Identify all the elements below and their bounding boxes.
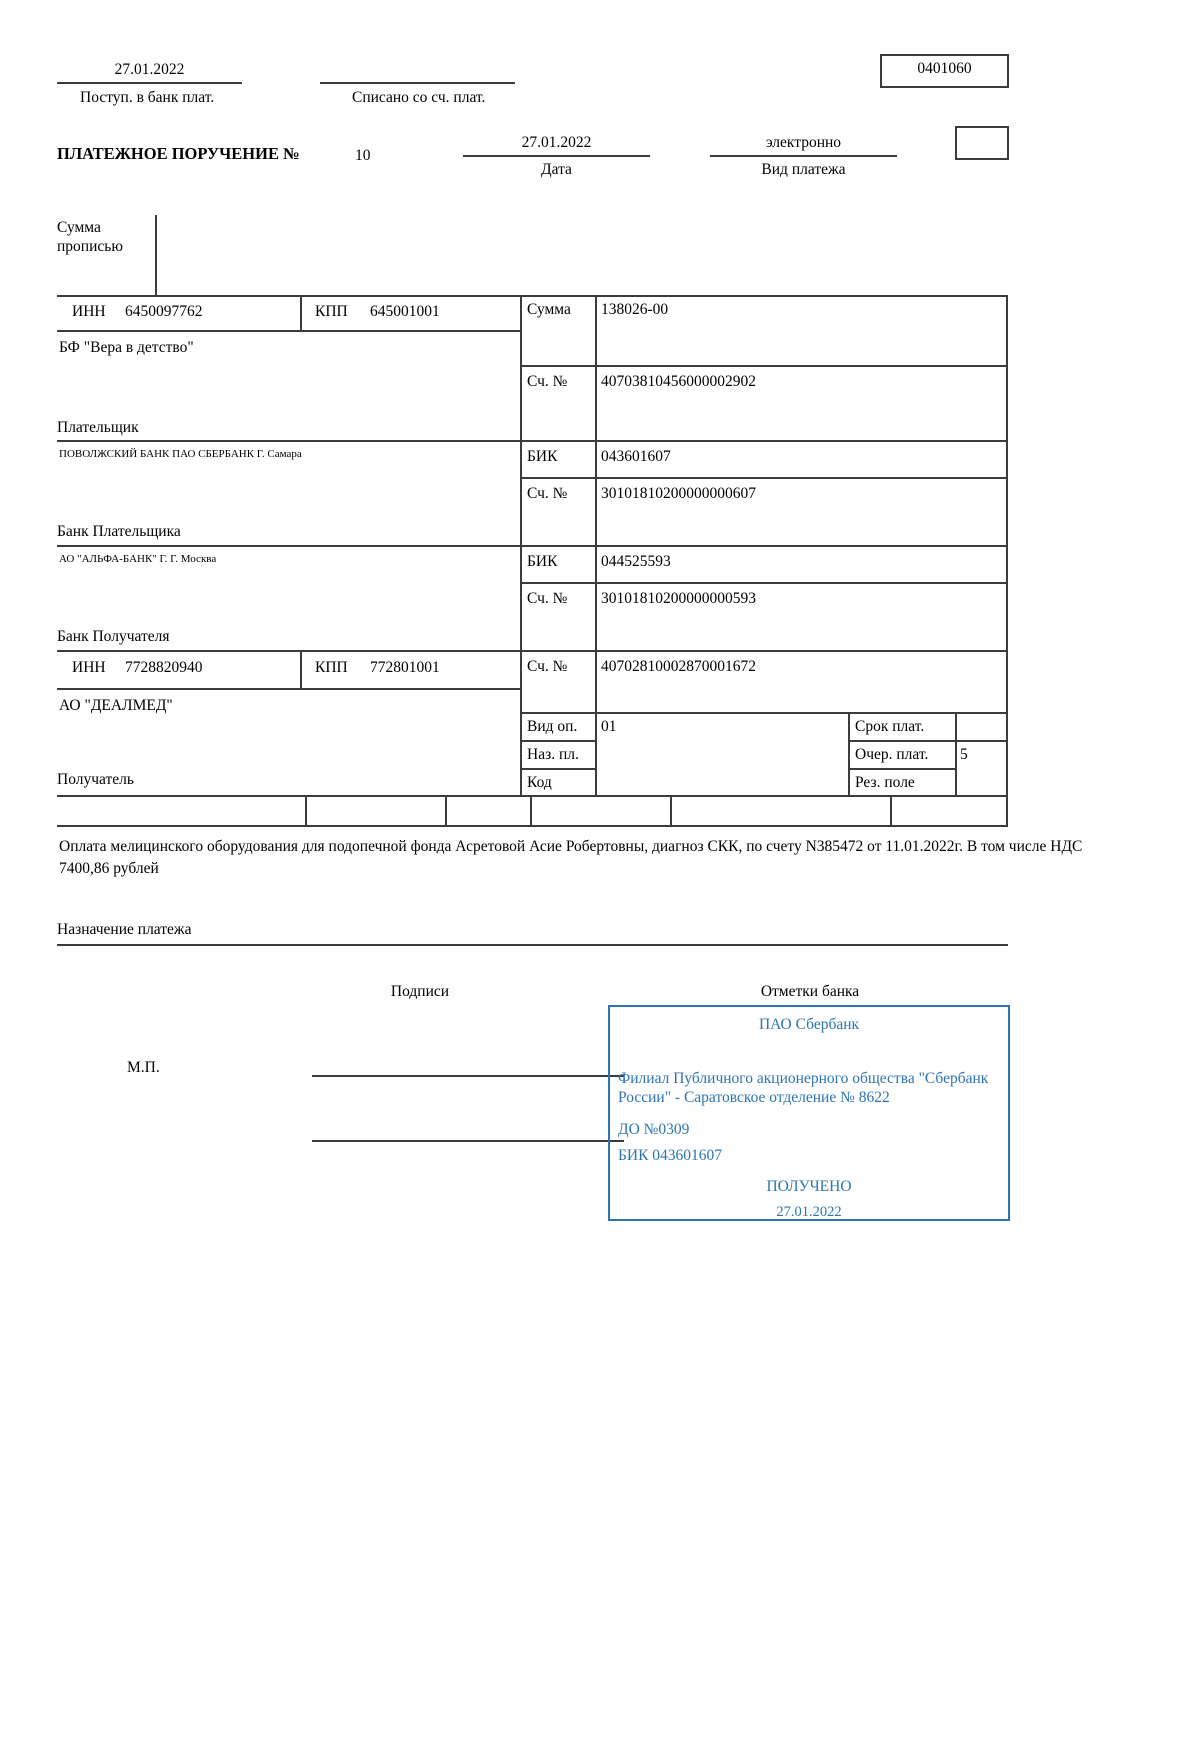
table-right-border — [1006, 295, 1008, 795]
main-column-divider — [520, 295, 522, 795]
payer-name: БФ "Вера в детство" — [59, 339, 194, 356]
payee-bank-label: Банк Получателя — [57, 628, 170, 645]
payee-kpp: 772801001 — [370, 659, 440, 676]
tax-row-divider-2 — [445, 795, 447, 825]
purpose-text: Оплата мелицинского оборудования для подопечной фонда Асретовой Асие Робертовны, диагноз СКК, по счету N385472 от 11.01.2022г. В том числе НДС 7400,86 рублей — [59, 838, 1083, 878]
received-label: Поступ. в банк плат. — [80, 89, 215, 106]
payer-account: 40703810456000002902 — [601, 373, 756, 390]
payee-bank-bik-label: БИК — [527, 553, 558, 570]
tax-row-bottom-line — [57, 825, 1008, 827]
signatures-label: Подписи — [390, 983, 450, 1000]
payer-bank-bik-line — [520, 477, 1008, 479]
payer-bottom-line — [57, 440, 1008, 442]
stamp-office: ДО №0309 — [618, 1121, 690, 1138]
bank-stamp — [608, 1005, 1010, 1221]
amount-words-divider — [155, 215, 157, 295]
signature-line-1 — [312, 1075, 624, 1077]
bank-marks-label: Отметки банка — [760, 983, 860, 1000]
date-line — [463, 155, 650, 157]
received-date-line — [57, 82, 242, 84]
op-right-label-divider — [848, 712, 850, 795]
payer-inn-row-line — [57, 330, 520, 332]
payer-bank-account: 30101810200000000607 — [601, 485, 756, 502]
payee-bank-bik-line — [520, 582, 1008, 584]
op-right-value-divider — [955, 712, 957, 795]
mp-label: М.П. — [127, 1059, 160, 1076]
purpose-label: Назначение платежа — [57, 921, 192, 938]
payer-bank-bik-label: БИК — [527, 448, 558, 465]
payee-inn-row-line — [57, 688, 520, 690]
sum-row-line — [520, 365, 1008, 367]
payer-kpp-label: КПП — [315, 303, 348, 320]
signature-line-2 — [312, 1140, 624, 1142]
payee-inn-kpp-divider — [300, 650, 302, 688]
tax-row-right-border — [1006, 795, 1008, 825]
payee-account: 40702810002870001672 — [601, 658, 756, 675]
payee-kpp-label: КПП — [315, 659, 348, 676]
op-row2-line-right — [848, 768, 955, 770]
payer-bank-name: ПОВОЛЖСКИЙ БАНК ПАО СБЕРБАНК Г. Самара — [59, 448, 302, 460]
stamp-bank-name: ПАО Сбербанк — [758, 1016, 860, 1033]
op-priority-value: 5 — [960, 746, 968, 763]
tax-row-divider-5 — [890, 795, 892, 825]
payer-bank-bottom-line — [57, 545, 1008, 547]
payment-kind: электронно — [765, 134, 842, 151]
op-row2-line-left — [520, 768, 595, 770]
received-date: 27.01.2022 — [114, 61, 185, 78]
op-priority-label: Очер. плат. — [855, 746, 929, 763]
payment-kind-label: Вид платежа — [761, 161, 846, 178]
op-purpose-code-label: Наз. пл. — [527, 746, 579, 763]
payee-label: Получатель — [57, 771, 134, 788]
document-date: 27.01.2022 — [521, 134, 592, 151]
form-code-box — [880, 54, 1009, 88]
stamp-branch: Филиал Публичного акционерного общества "Сбербанк России" - Саратовское отделение № 8622 — [618, 1070, 989, 1107]
payee-bank-name: АО "АЛЬФА-БАНК" Г. Г. Москва — [59, 553, 217, 565]
payer-bank-account-label: Сч. № — [527, 485, 568, 502]
sum-value: 138026-00 — [601, 301, 669, 318]
payer-kpp: 645001001 — [370, 303, 440, 320]
payee-inn: 7728820940 — [125, 659, 203, 676]
document-number: 10 — [355, 147, 371, 164]
payer-bank-label: Банк Плательщика — [57, 523, 181, 540]
amount-in-words-label: Сумма прописью — [57, 219, 123, 256]
payee-inn-label: ИНН — [72, 659, 106, 676]
payee-bank-account-label: Сч. № — [527, 590, 568, 607]
tax-row-divider-4 — [670, 795, 672, 825]
payee-bank-bottom-line — [57, 650, 1008, 652]
payer-account-label: Сч. № — [527, 373, 568, 390]
payer-inn: 6450097762 — [125, 303, 203, 320]
document-title: ПЛАТЕЖНОЕ ПОРУЧЕНИЕ № — [57, 144, 300, 163]
payee-bottom-line — [57, 795, 1008, 797]
purpose-bottom-line — [57, 944, 1008, 946]
op-code-label: Код — [527, 774, 552, 791]
op-row1-line-right — [848, 740, 1008, 742]
stamp-status: ПОЛУЧЕНО — [766, 1178, 852, 1195]
payee-name: АО "ДЕАЛМЕД" — [59, 697, 173, 714]
status-code-box — [955, 126, 1009, 160]
payee-account-label: Сч. № — [527, 658, 568, 675]
tax-row-divider-3 — [530, 795, 532, 825]
sum-label: Сумма — [527, 301, 571, 318]
payee-account-row-line — [520, 712, 1008, 714]
payer-label: Плательщик — [57, 419, 139, 436]
date-label: Дата — [541, 161, 572, 178]
op-type-value: 01 — [601, 718, 617, 735]
debited-label: Списано со сч. плат. — [352, 89, 486, 106]
stamp-bik: БИК 043601607 — [618, 1147, 723, 1164]
form-code: 0401060 — [917, 60, 972, 77]
payer-bank-bik: 043601607 — [601, 448, 671, 465]
payee-bank-account: 30101810200000000593 — [601, 590, 756, 607]
payer-inn-label: ИНН — [72, 303, 106, 320]
value-column-divider — [595, 295, 597, 795]
debited-date-line — [320, 82, 515, 84]
op-type-label: Вид оп. — [527, 718, 578, 735]
line-top-table — [57, 295, 1008, 297]
payer-inn-kpp-divider — [300, 295, 302, 332]
tax-row-divider-1 — [305, 795, 307, 825]
op-reserve-label: Рез. поле — [855, 774, 915, 791]
stamp-date: 27.01.2022 — [776, 1204, 842, 1220]
op-term-label: Срок плат. — [855, 718, 925, 735]
payment-kind-line — [710, 155, 897, 157]
op-row1-line-left — [520, 740, 595, 742]
payee-bank-bik: 044525593 — [601, 553, 671, 570]
